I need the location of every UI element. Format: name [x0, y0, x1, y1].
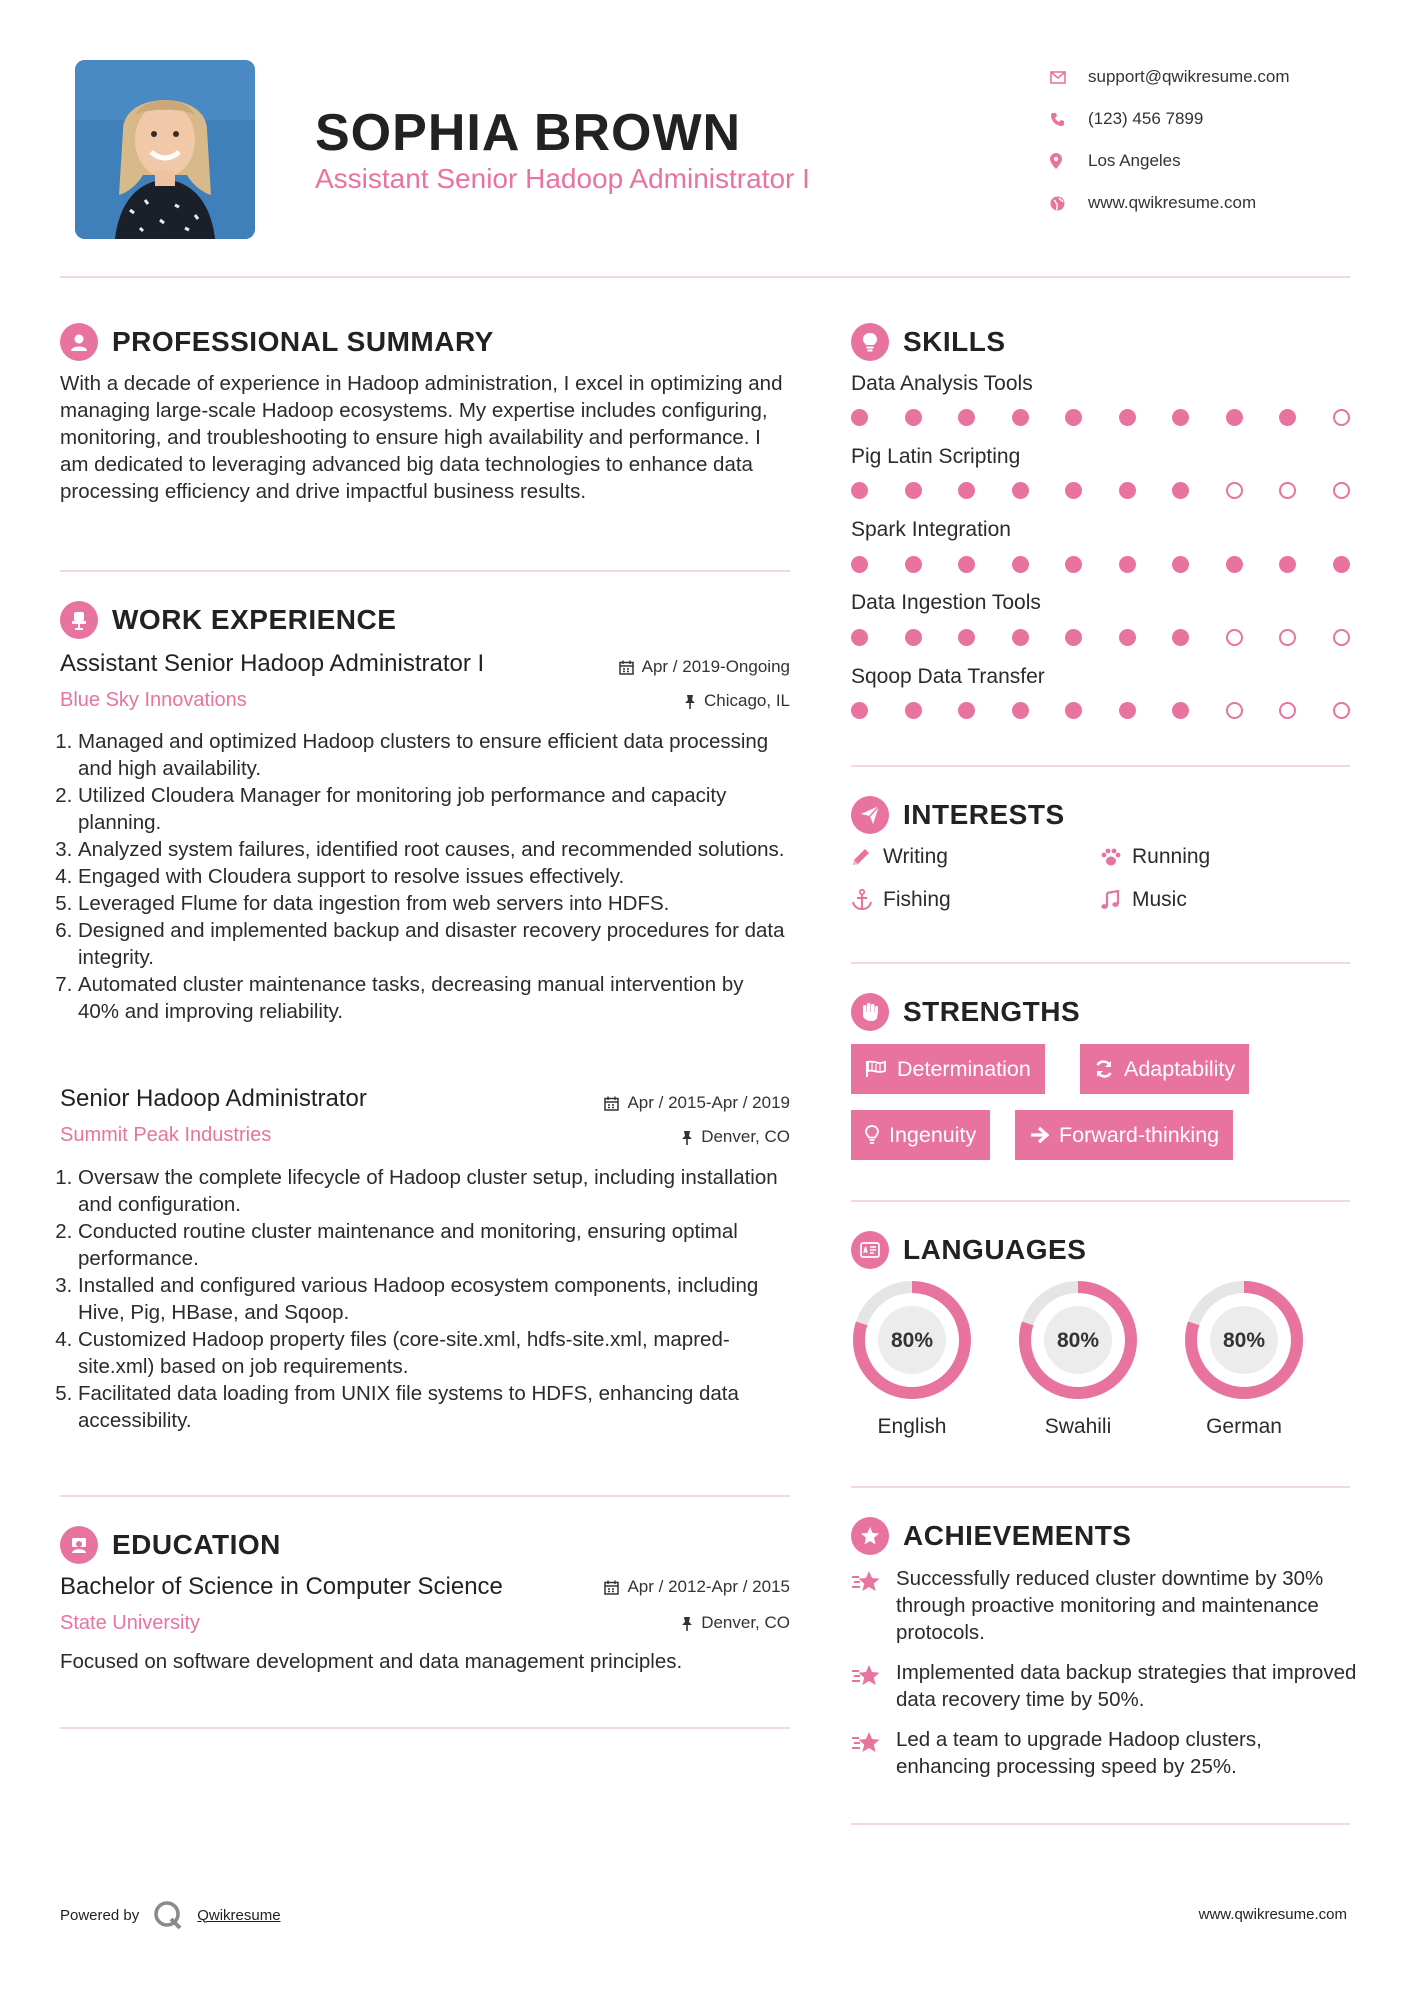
interest-fishing: [851, 888, 951, 912]
rating-dot-filled: [1119, 702, 1136, 719]
contact-email[interactable]: [1050, 56, 1380, 98]
powered-by-label: Powered by: [60, 1906, 140, 1924]
strengths-heading: [851, 993, 1080, 1031]
interest-fishing-label: Fishing: [883, 888, 951, 911]
language-english-name: English: [877, 1415, 947, 1438]
paper-plane-icon: [851, 796, 889, 834]
list-item: 1. Managed and optimized Hadoop clusters to ensure efficient data processing and high availability.: [78, 728, 790, 782]
calendar-icon: [619, 660, 634, 675]
pushpin-icon: [681, 1616, 693, 1631]
qwikresume-link[interactable]: Qwikresume: [197, 1906, 281, 1924]
achievement-2: [851, 1659, 1361, 1713]
rating-dot-filled: [1012, 409, 1029, 426]
calendar-icon: [604, 1580, 619, 1595]
skill-2-name: Pig Latin Scripting: [851, 445, 1021, 468]
job-1-location: [560, 691, 790, 711]
rating-dot-filled: [1119, 482, 1136, 499]
rating-dot-filled: [905, 629, 922, 646]
pencil-icon: [851, 847, 883, 867]
star-icon: [851, 1659, 896, 1713]
interest-music: [1100, 888, 1187, 912]
list-item: 5. Facilitated data loading from UNIX file systems to HDFS, enhancing data accessibility.: [78, 1380, 790, 1434]
star-icon: [851, 1726, 896, 1780]
summary-heading: [60, 323, 494, 361]
strength-determination: [851, 1044, 1045, 1094]
job-1-date: [560, 657, 790, 677]
contact-email-text: support@qwikresume.com: [1088, 67, 1290, 86]
rating-dot-empty: [1226, 702, 1243, 719]
list-item: 2. Utilized Cloudera Manager for monitoring job performance and capacity planning.: [78, 782, 790, 836]
list-item: 3. Analyzed system failures, identified root causes, and recommended solutions.: [78, 836, 790, 863]
rating-dot-filled: [851, 556, 868, 573]
rating-dot-filled: [1119, 629, 1136, 646]
rating-dot-filled: [958, 409, 975, 426]
job-1-title: Assistant Senior Hadoop Administrator I: [60, 650, 485, 677]
language-german-percent: 80%: [1222, 1329, 1266, 1352]
language-german: [1183, 1279, 1305, 1439]
list-item: 6. Designed and implemented backup and disaster recovery procedures for data integrity.: [78, 917, 790, 971]
languages-heading: [851, 1231, 1086, 1269]
list-item: 4. Customized Hadoop property files (core-site.xml, hdfs-site.xml, mapred-site.xml) based on job requirements.: [78, 1326, 790, 1380]
language-swahili: [1017, 1279, 1139, 1439]
footer-url[interactable]: www.qwikresume.com: [1198, 1906, 1347, 1923]
rating-dot-empty: [1226, 629, 1243, 646]
education-school: State University: [60, 1612, 201, 1634]
rating-dot-empty: [1279, 629, 1296, 646]
skill-3-rating: [851, 554, 1350, 574]
pushpin-icon: [681, 1130, 693, 1145]
contact-location: [1050, 140, 1380, 182]
skills-divider: [851, 765, 1350, 767]
candidate-title: Assistant Senior Hadoop Administrator I: [315, 163, 810, 194]
rating-dot-empty: [1333, 482, 1350, 499]
summary-heading-text: PROFESSIONAL SUMMARY: [112, 326, 494, 357]
interests-heading-text: INTERESTS: [903, 799, 1065, 830]
languages-heading-text: LANGUAGES: [903, 1234, 1087, 1265]
star-icon: [851, 1565, 896, 1646]
star-badge-icon: [851, 1517, 889, 1555]
strengths-divider: [851, 1200, 1350, 1202]
list-item: 7. Automated cluster maintenance tasks, decreasing manual intervention by 40% and improving reliability.: [78, 971, 790, 1025]
job-2-date-text: Apr / 2015-Apr / 2019: [627, 1093, 790, 1112]
language-english: [851, 1279, 973, 1439]
education-degree: Bachelor of Science in Computer Science: [60, 1573, 503, 1600]
paw-icon: [1100, 847, 1132, 867]
strength-determination-label: Determination: [897, 1056, 1031, 1081]
flag-icon: [865, 1060, 887, 1078]
language-english-gauge: [851, 1279, 973, 1401]
job-1-bullets: [60, 728, 790, 1025]
rating-dot-filled: [1012, 629, 1029, 646]
rating-dot-filled: [1279, 409, 1296, 426]
rating-dot-filled: [851, 409, 868, 426]
language-swahili-percent: 80%: [1056, 1329, 1100, 1352]
candidate-name: SOPHIA BROWN: [315, 104, 742, 162]
rating-dot-filled: [1172, 409, 1189, 426]
anchor-icon: [851, 889, 883, 911]
achievement-3-text: Led a team to upgrade Hadoop clusters, enhancing processing speed by 25%.: [896, 1728, 1262, 1778]
contact-phone[interactable]: [1050, 98, 1380, 140]
education-heading-text: EDUCATION: [112, 1529, 281, 1560]
skill-5-name: Sqoop Data Transfer: [851, 665, 1045, 688]
education-divider: [60, 1727, 790, 1729]
id-card-icon: [851, 1231, 889, 1269]
rating-dot-filled: [1012, 556, 1029, 573]
calendar-icon: [604, 1096, 619, 1111]
list-item: 4. Engaged with Cloudera support to resolve issues effectively.: [78, 863, 790, 890]
music-note-icon: [1100, 890, 1132, 910]
profile-photo: [75, 60, 255, 239]
strength-ingenuity-label: Ingenuity: [889, 1122, 977, 1147]
achievement-1: [851, 1565, 1361, 1646]
education-heading: [60, 1526, 281, 1564]
strength-forward-thinking: [1015, 1110, 1233, 1160]
education-description: Focused on software development and data management principles.: [60, 1650, 683, 1673]
rating-dot-filled: [1065, 629, 1082, 646]
interest-running: [1100, 845, 1210, 869]
rating-dot-filled: [905, 409, 922, 426]
list-item: 1. Oversaw the complete lifecycle of Hadoop cluster setup, including installation and configuration.: [78, 1164, 790, 1218]
rating-dot-filled: [1065, 409, 1082, 426]
contact-location-text: Los Angeles: [1088, 151, 1181, 170]
rating-dot-filled: [958, 556, 975, 573]
rating-dot-filled: [1012, 702, 1029, 719]
map-pin-icon: [1050, 153, 1088, 169]
rating-dot-filled: [1065, 482, 1082, 499]
job-2-title: Senior Hadoop Administrator: [60, 1085, 367, 1112]
rating-dot-filled: [1065, 702, 1082, 719]
job-2-location-text: Denver, CO: [701, 1127, 790, 1146]
strength-forward-thinking-label: Forward-thinking: [1059, 1122, 1220, 1147]
rating-dot-filled: [958, 482, 975, 499]
language-swahili-name: Swahili: [1044, 1415, 1112, 1438]
skills-heading-text: SKILLS: [903, 326, 1006, 357]
language-english-percent: 80%: [890, 1329, 934, 1352]
rating-dot-filled: [1226, 556, 1243, 573]
profile-photo-image: [75, 60, 255, 239]
achievements-heading-text: ACHIEVEMENTS: [903, 1520, 1132, 1551]
skill-1-rating: [851, 407, 1350, 427]
rating-dot-filled: [1172, 482, 1189, 499]
rating-dot-filled: [905, 482, 922, 499]
rating-dot-filled: [1119, 556, 1136, 573]
list-item: 3. Installed and configured various Hadoop ecosystem components, including Hive, Pig, HBase, and Sqoop.: [78, 1272, 790, 1326]
experience-heading-text: WORK EXPERIENCE: [112, 604, 397, 635]
skill-2-rating: [851, 480, 1350, 500]
rating-dot-filled: [958, 702, 975, 719]
rating-dot-filled: [1065, 556, 1082, 573]
achievement-2-text: Implemented data backup strategies that improved data recovery time by 50%.: [896, 1661, 1357, 1711]
rating-dot-filled: [1172, 556, 1189, 573]
lightbulb-icon: [851, 323, 889, 361]
pushpin-icon: [684, 694, 696, 709]
rating-dot-empty: [1333, 702, 1350, 719]
skills-heading: [851, 323, 1006, 361]
achievement-1-text: Successfully reduced cluster downtime by 30% through proactive monitoring and maintenance protocols.: [896, 1567, 1324, 1644]
footer-powered-by: [60, 1900, 281, 1930]
lightbulb-icon: [865, 1125, 879, 1145]
phone-icon: [1050, 112, 1088, 127]
envelope-icon: [1050, 71, 1088, 84]
language-german-gauge: [1183, 1279, 1305, 1401]
summary-text: With a decade of experience in Hadoop administration, I excel in optimizing and managing large-scale Hadoop ecosystems. My expertise includes configuring, monitoring, and troubleshooting to ensure high availability and performance. I am dedicated to leveraging advanced big data technologies to enhance data processing efficiency and drive impactful business results.: [60, 372, 783, 503]
rating-dot-filled: [851, 629, 868, 646]
list-item: 5. Leveraged Flume for data ingestion from web servers into HDFS.: [78, 890, 790, 917]
language-german-name: German: [1206, 1415, 1282, 1438]
arrow-right-icon: [1029, 1126, 1049, 1144]
language-swahili-gauge: [1017, 1279, 1139, 1401]
qwikresume-logo-icon: [153, 1900, 183, 1930]
achievement-3: [851, 1726, 1361, 1780]
contact-website-text: www.qwikresume.com: [1088, 193, 1257, 212]
interests-heading: [851, 796, 1065, 834]
achievements-heading: [851, 1517, 1131, 1555]
interest-writing-label: Writing: [883, 845, 948, 868]
rating-dot-empty: [1279, 702, 1296, 719]
user-icon: [60, 323, 98, 361]
interest-running-label: Running: [1132, 845, 1211, 868]
rating-dot-empty: [1333, 629, 1350, 646]
skill-1-name: Data Analysis Tools: [851, 372, 1033, 395]
job-2-date: [560, 1093, 790, 1113]
education-date-text: Apr / 2012-Apr / 2015: [627, 1577, 790, 1596]
languages-divider: [851, 1486, 1350, 1488]
job-2-location: [560, 1127, 790, 1147]
rating-dot-filled: [1172, 629, 1189, 646]
rating-dot-filled: [851, 482, 868, 499]
rating-dot-empty: [1333, 409, 1350, 426]
rating-dot-filled: [851, 702, 868, 719]
list-item: 2. Conducted routine cluster maintenance and monitoring, ensuring optimal performance.: [78, 1218, 790, 1272]
briefcase-chair-icon: [60, 601, 98, 639]
education-date: [560, 1577, 790, 1597]
rating-dot-empty: [1226, 482, 1243, 499]
interest-writing: [851, 845, 948, 869]
interests-divider: [851, 962, 1350, 964]
rating-dot-filled: [1119, 409, 1136, 426]
job-1-location-text: Chicago, IL: [704, 691, 790, 710]
contact-list: [1050, 56, 1380, 224]
interest-music-label: Music: [1132, 888, 1187, 911]
refresh-icon: [1094, 1059, 1114, 1079]
globe-icon: [1050, 196, 1088, 211]
rating-dot-filled: [905, 556, 922, 573]
contact-phone-text: (123) 456 7899: [1088, 109, 1204, 128]
job-1-date-text: Apr / 2019-Ongoing: [641, 657, 790, 676]
strength-adaptability: [1080, 1044, 1249, 1094]
fist-icon: [851, 993, 889, 1031]
header-divider: [60, 276, 1350, 278]
strength-ingenuity: [851, 1110, 990, 1160]
summary-divider: [60, 570, 790, 572]
skill-5-rating: [851, 700, 1350, 720]
experience-heading: [60, 601, 396, 639]
rating-dot-filled: [905, 702, 922, 719]
rating-dot-filled: [1172, 702, 1189, 719]
rating-dot-filled: [1226, 409, 1243, 426]
achievements-divider: [851, 1823, 1350, 1825]
experience-divider: [60, 1495, 790, 1497]
skill-3-name: Spark Integration: [851, 518, 1011, 541]
job-2-company: Summit Peak Industries: [60, 1124, 272, 1146]
strengths-heading-text: STRENGTHS: [903, 996, 1081, 1027]
graduation-icon: [60, 1526, 98, 1564]
rating-dot-filled: [1012, 482, 1029, 499]
rating-dot-filled: [958, 629, 975, 646]
rating-dot-filled: [1279, 556, 1296, 573]
rating-dot-empty: [1279, 482, 1296, 499]
skill-4-rating: [851, 627, 1350, 647]
education-location: [560, 1613, 790, 1633]
contact-website[interactable]: [1050, 182, 1380, 224]
job-2-bullets: [60, 1164, 790, 1434]
education-location-text: Denver, CO: [701, 1613, 790, 1632]
strength-adaptability-label: Adaptability: [1124, 1056, 1236, 1081]
rating-dot-filled: [1333, 556, 1350, 573]
skill-4-name: Data Ingestion Tools: [851, 591, 1041, 614]
job-1-company: Blue Sky Innovations: [60, 689, 247, 711]
